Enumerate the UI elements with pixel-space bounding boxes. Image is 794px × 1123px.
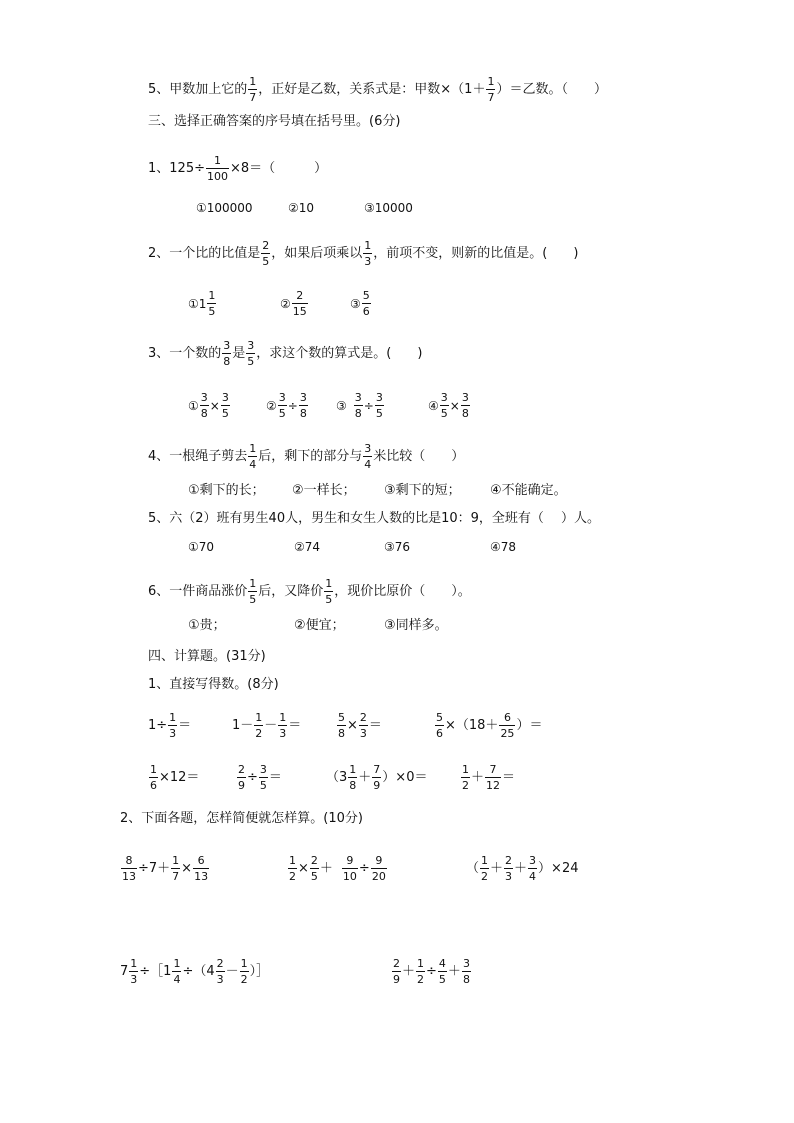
fraction <box>480 855 489 882</box>
calc-3: （ $\frac{1}{2}$ ＋ $\frac{2}{3}$ ＋ $\frac{3}{4}$ ）×24 <box>466 854 579 883</box>
q3-1-line: 1、125÷ $\frac{1}{100}$ ×8＝（ ） <box>148 154 328 183</box>
fraction <box>528 855 537 882</box>
option-1: ①1 $\frac{1}{5}$ <box>188 289 216 318</box>
calc-1: $\frac{8}{13}$ ÷7＋ $\frac{1}{7}$ × $\frac{6}{13}$ <box>122 854 209 883</box>
numerator: 1 <box>255 711 263 724</box>
fraction <box>221 392 230 419</box>
fraction <box>461 392 470 419</box>
denominator: 3 <box>505 870 513 883</box>
part-1-title: 1、直接写得数。(8分) <box>148 677 279 692</box>
fraction <box>261 240 270 267</box>
numerator: 5 <box>338 711 345 724</box>
denominator: 5 <box>249 593 257 606</box>
q3-1-options <box>196 202 413 214</box>
fraction <box>363 240 372 267</box>
denominator: 5 <box>262 255 270 268</box>
q2-5-line: 5、甲数加上它的 $\frac{1}{7}$ ，正好是乙数，关系式是：甲数×（1＋ $\frac{1}{7}$ ）＝乙数。（ ） <box>148 75 607 104</box>
denominator: 5 <box>247 355 255 368</box>
denominator: 8 <box>354 407 362 420</box>
denominator: 8 <box>462 973 470 986</box>
numerator: 9 <box>375 854 383 867</box>
denominator: 3 <box>279 727 287 740</box>
numerator: 3 <box>299 391 307 404</box>
option-3: ③ $\frac{3}{8}$ ÷ $\frac{3}{5}$ <box>336 391 383 420</box>
calc-2: $\frac{1}{2}$ × $\frac{2}{5}$ ＋ $\frac{9}{10}$ ÷ $\frac{9}{20}$ <box>289 854 386 883</box>
fraction <box>435 712 444 739</box>
fraction <box>278 712 287 739</box>
denominator: 5 <box>310 870 318 883</box>
numerator: 1 <box>130 957 138 970</box>
numerator: 3 <box>247 339 255 352</box>
denominator: 4 <box>364 458 372 471</box>
numerator: 6 <box>197 854 205 867</box>
denominator: 8 <box>338 727 345 740</box>
numerator: 2 <box>393 957 400 970</box>
part-2-title: 2、下面各题，怎样简便就怎样算。(10分) <box>120 811 363 826</box>
denominator: 10 <box>342 870 357 883</box>
expr-5: $\frac{1}{6}$ ×12＝ <box>150 763 200 792</box>
numerator: 1 <box>481 854 489 867</box>
option-3: ③76 <box>384 540 411 554</box>
denominator: 4 <box>529 870 537 883</box>
fraction <box>440 392 449 419</box>
option-1: ①剩下的长； <box>188 483 265 498</box>
numerator: 4 <box>438 957 446 970</box>
numerator: 1 <box>279 711 287 724</box>
option-2: ②74 <box>294 540 321 554</box>
denominator: 8 <box>299 407 307 420</box>
numerator: 1 <box>462 763 469 776</box>
expr-6: $\frac{2}{9}$ ÷ $\frac{3}{5}$ ＝ <box>238 763 282 792</box>
numerator: 1 <box>349 763 357 776</box>
denominator: 6 <box>150 779 157 792</box>
fraction <box>310 855 319 882</box>
option-2: ② $\frac{2}{15}$ <box>280 289 307 318</box>
denominator: 8 <box>461 407 469 420</box>
denominator: 3 <box>364 255 372 268</box>
denominator: 3 <box>169 727 177 740</box>
option-1: ①100000 <box>196 201 253 215</box>
numerator: 3 <box>200 391 208 404</box>
denominator: 3 <box>130 973 138 986</box>
denominator: 9 <box>393 973 400 986</box>
fraction <box>362 290 371 317</box>
fraction <box>486 76 495 103</box>
fraction <box>337 712 346 739</box>
denominator: 13 <box>122 870 136 883</box>
fraction <box>237 764 246 791</box>
option-1: ① $\frac{3}{8}$ × $\frac{3}{5}$ <box>188 391 229 420</box>
fraction <box>462 958 471 985</box>
fraction <box>499 712 515 739</box>
denominator: 8 <box>349 779 357 792</box>
fraction <box>168 712 177 739</box>
numerator: 1 <box>249 75 257 88</box>
section-3-title: 三、选择正确答案的序号填在括号里。(6分) <box>148 114 401 129</box>
option-4: ④不能确定。 <box>490 483 567 498</box>
q3-2-line: 2、一个比的比值是 $\frac{2}{5}$ ，如果后项乘以 $\frac{1}{3}$ ，前项不变，则新的比值是。( ) <box>148 239 579 268</box>
numerator: 1 <box>364 239 372 252</box>
denominator: 4 <box>249 458 257 471</box>
fraction <box>354 392 363 419</box>
denominator: 6 <box>436 727 443 740</box>
option-1: ①贵； <box>188 618 226 633</box>
numerator: 8 <box>125 854 133 867</box>
denominator: 25 <box>500 727 515 740</box>
numerator: 2 <box>359 711 367 724</box>
numerator: 3 <box>375 391 383 404</box>
denominator: 5 <box>221 407 229 420</box>
fraction <box>206 155 229 182</box>
denominator: 5 <box>438 973 446 986</box>
denominator: 9 <box>373 779 381 792</box>
option-3: ③ $\frac{5}{6}$ <box>350 289 370 318</box>
denominator: 2 <box>255 727 263 740</box>
denominator: 12 <box>486 779 501 792</box>
option-4: ④78 <box>490 540 517 554</box>
fraction <box>324 578 333 605</box>
denominator: 2 <box>417 973 425 986</box>
fraction <box>485 764 501 791</box>
numerator: 1 <box>172 854 180 867</box>
section-4-title: 四、计算题。(31分) <box>148 649 266 664</box>
option-1: ①70 <box>188 540 215 554</box>
q3-5-options <box>188 541 516 553</box>
denominator: 4 <box>173 973 181 986</box>
numerator: 1 <box>289 854 296 867</box>
calc-5: $\frac{2}{9}$ ＋ $\frac{1}{2}$ ÷ $\frac{4}{5}$ ＋ $\frac{3}{8}$ <box>393 957 470 986</box>
denominator: 3 <box>216 973 224 986</box>
fraction <box>200 392 209 419</box>
fraction <box>121 855 137 882</box>
numerator: 3 <box>462 957 470 970</box>
fraction <box>461 764 470 791</box>
denominator: 7 <box>172 870 180 883</box>
numerator: 3 <box>278 391 286 404</box>
numerator: 1 <box>240 957 248 970</box>
numerator: 3 <box>223 339 231 352</box>
numerator: 1 <box>487 75 495 88</box>
fraction <box>248 578 257 605</box>
fraction <box>254 712 263 739</box>
numerator: 1 <box>173 957 181 970</box>
denominator: 5 <box>375 407 383 420</box>
fraction <box>416 958 425 985</box>
fraction <box>278 392 287 419</box>
denominator: 100 <box>206 170 228 183</box>
fraction <box>240 958 249 985</box>
denominator: 5 <box>278 407 286 420</box>
fraction <box>348 764 357 791</box>
numerator: 6 <box>503 711 511 724</box>
fraction <box>259 764 268 791</box>
q3-2-options <box>188 290 372 317</box>
numerator: 3 <box>354 391 362 404</box>
option-2: ②便宜； <box>294 618 345 633</box>
numerator: 7 <box>373 763 381 776</box>
numerator: 9 <box>346 854 354 867</box>
fraction <box>392 958 401 985</box>
denominator: 7 <box>249 91 257 104</box>
fraction <box>342 855 358 882</box>
fraction <box>222 340 231 367</box>
option-4: ④ $\frac{3}{5}$ × $\frac{3}{8}$ <box>428 391 469 420</box>
denominator: 2 <box>481 870 489 883</box>
numerator: 2 <box>238 763 245 776</box>
expr-2: 1－ $\frac{1}{2}$ － $\frac{1}{3}$ ＝ <box>232 711 302 740</box>
option-2: ② $\frac{3}{5}$ ÷ $\frac{3}{8}$ <box>266 391 307 420</box>
q3-4-line: 4、一根绳子剪去 $\frac{1}{4}$ 后，剩下的部分与 $\frac{3}{4}$ 米比较（ ） <box>148 442 465 471</box>
denominator: 20 <box>371 870 386 883</box>
q3-4-options <box>188 484 567 497</box>
fraction <box>359 712 368 739</box>
fraction <box>248 443 257 470</box>
denominator: 8 <box>223 355 231 368</box>
expr-7: （3 $\frac{1}{8}$ ＋ $\frac{7}{9}$ ）×0＝ <box>326 763 428 792</box>
fraction <box>375 392 384 419</box>
numerator: 1 <box>325 577 333 590</box>
numerator: 2 <box>310 854 318 867</box>
numerator: 5 <box>362 289 370 302</box>
fraction <box>299 392 308 419</box>
numerator: 2 <box>505 854 513 867</box>
numerator: 3 <box>461 391 469 404</box>
numerator: 3 <box>364 442 372 455</box>
numerator: 5 <box>436 711 443 724</box>
numerator: 3 <box>440 391 448 404</box>
fraction <box>207 290 216 317</box>
fraction <box>172 958 181 985</box>
q3-3-options <box>188 392 471 419</box>
fraction <box>149 764 158 791</box>
expr-3: $\frac{5}{8}$ × $\frac{2}{3}$ ＝ <box>338 711 382 740</box>
denominator: 2 <box>462 779 469 792</box>
numerator: 1 <box>169 711 177 724</box>
option-3: ③剩下的短； <box>384 483 461 498</box>
numerator: 1 <box>249 442 257 455</box>
numerator: 1 <box>150 763 157 776</box>
fraction <box>246 340 255 367</box>
numerator: 1 <box>213 154 221 167</box>
numerator: 1 <box>208 289 216 302</box>
denominator: 2 <box>289 870 296 883</box>
expr-8: $\frac{1}{2}$ ＋ $\frac{7}{12}$ ＝ <box>462 763 516 792</box>
fraction <box>504 855 513 882</box>
q3-3-line: 3、一个数的 $\frac{3}{8}$ 是 $\frac{3}{5}$ ，求这个数的算式是。( ) <box>148 339 423 368</box>
numerator: 2 <box>296 289 304 302</box>
q3-6-options <box>188 619 448 632</box>
fraction <box>248 76 257 103</box>
expr-4: $\frac{5}{6}$ ×（18＋ $\frac{6}{25}$ ）＝ <box>436 711 543 740</box>
numerator: 7 <box>489 763 497 776</box>
q3-6-line: 6、一件商品涨价 $\frac{1}{5}$ 后，又降价 $\frac{1}{5}$ ，现价比原价（ ）。 <box>148 577 471 606</box>
denominator: 5 <box>259 779 267 792</box>
numerator: 1 <box>417 957 425 970</box>
fraction <box>216 958 225 985</box>
denominator: 3 <box>359 727 367 740</box>
denominator: 9 <box>238 779 245 792</box>
numerator: 3 <box>221 391 229 404</box>
denominator: 7 <box>487 91 495 104</box>
fraction <box>372 764 381 791</box>
fraction <box>193 855 209 882</box>
denominator: 6 <box>362 305 370 318</box>
denominator: 8 <box>200 407 208 420</box>
option-3: ③10000 <box>364 201 413 215</box>
fraction <box>129 958 138 985</box>
fraction <box>438 958 447 985</box>
q3-5-line: 5、六（2）班有男生40人，男生和女生人数的比是10：9，全班有（ ）人。 <box>148 511 601 526</box>
denominator: 2 <box>240 973 248 986</box>
numerator: 2 <box>262 239 270 252</box>
option-3: ③同样多。 <box>384 618 448 633</box>
denominator: 5 <box>208 305 216 318</box>
numerator: 1 <box>249 577 257 590</box>
fraction <box>288 855 297 882</box>
fraction <box>363 443 372 470</box>
calc-4: 7 $\frac{1}{3}$ ÷［1 $\frac{1}{4}$ ÷（4 $\frac{2}{3}$ － $\frac{1}{2}$ ）］ <box>120 957 270 986</box>
numerator: 3 <box>259 763 267 776</box>
option-2: ②一样长； <box>292 483 356 498</box>
denominator: 5 <box>325 593 333 606</box>
fraction <box>171 855 180 882</box>
denominator: 15 <box>292 305 307 318</box>
denominator: 5 <box>440 407 448 420</box>
option-2: ②10 <box>288 201 315 215</box>
expr-1: 1÷ $\frac{1}{3}$ ＝ <box>148 711 192 740</box>
denominator: 13 <box>194 870 209 883</box>
numerator: 3 <box>529 854 537 867</box>
fraction <box>292 290 308 317</box>
numerator: 2 <box>216 957 224 970</box>
fraction <box>371 855 387 882</box>
